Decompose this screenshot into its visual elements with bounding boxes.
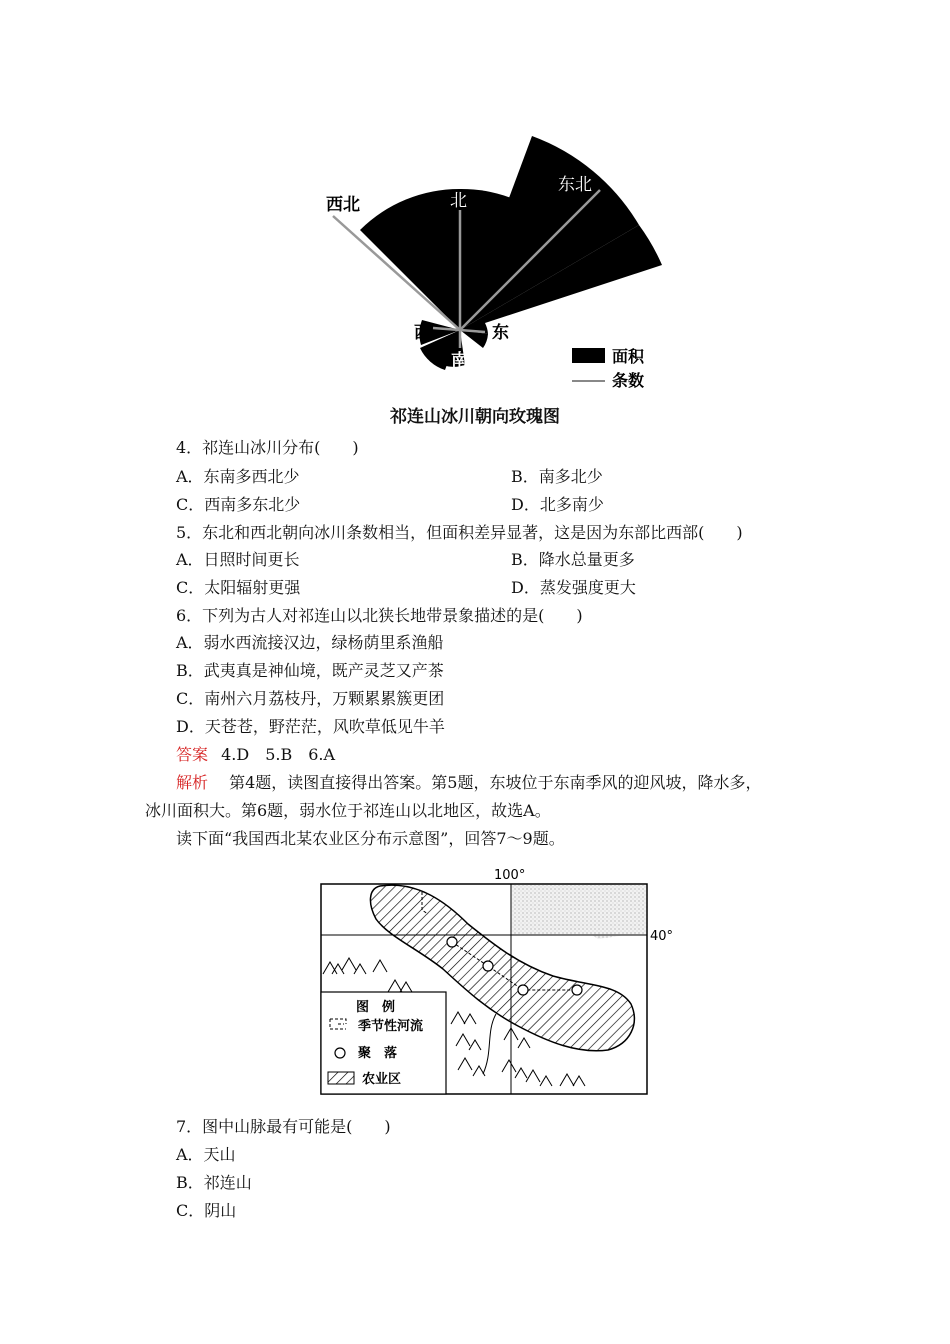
label-south: 南	[451, 351, 468, 371]
q6-option-d: D．天苍苍，野茫茫，风吹草低见牛羊	[176, 717, 445, 736]
q6-stem: 6．下列为古人对祁连山以北狭长地带景象描述的是( )	[176, 606, 583, 625]
legend-river-label: 季节性河流	[358, 1019, 424, 1034]
q6-option-a: A．弱水西流接汉边，绿杨荫里系渔船	[176, 633, 444, 652]
settlement-2	[483, 961, 493, 971]
q4-option-c: C．西南多东北少	[176, 495, 301, 514]
legend-area-label: 面积	[612, 347, 645, 366]
analysis-text-1: 第4题，读图直接得出答案。第5题，东坡位于东南季风的迎风坡，降水多，	[229, 773, 762, 792]
answer-line	[176, 745, 335, 765]
q7-option-c: C．阴山	[176, 1201, 237, 1220]
lon-label: 100°	[494, 868, 526, 883]
q5-option-d: D．蒸发强度更大	[511, 578, 636, 597]
agriculture-map	[318, 864, 678, 1096]
q5-option-a: A．日照时间更长	[176, 550, 300, 569]
q4-option-d: D．北多南少	[511, 495, 604, 514]
answer-text: 4.D 5.B 6.A	[221, 745, 336, 764]
label-northeast: 东北	[558, 175, 592, 195]
legend-area-swatch	[572, 348, 605, 363]
q5-stem: 5．东北和西北朝向冰川条数相当，但面积差异显著，这是因为东部比西部( )	[176, 523, 743, 542]
q7-stem: 7．图中山脉最有可能是( )	[176, 1117, 391, 1136]
lat-label: 40°	[650, 929, 674, 944]
label-northwest: 西北	[326, 195, 360, 215]
q6-option-c: C．南州六月荔枝丹，万颗累累簇更团	[176, 689, 445, 708]
answer-label: 答案	[176, 745, 209, 764]
analysis-line-1	[176, 773, 761, 793]
settlement-1	[447, 937, 457, 947]
q6-option-b: B．武夷真是神仙境，既产灵芝又产茶	[176, 661, 444, 680]
analysis-label: 解析	[176, 773, 209, 792]
legend-count-label: 条数	[612, 371, 645, 390]
q5-option-c: C．太阳辐射更强	[176, 578, 301, 597]
legend-title: 图 例	[356, 1000, 396, 1015]
settlement-3	[518, 985, 528, 995]
figure-caption: 祁连山冰川朝向玫瑰图	[390, 407, 560, 427]
q7-option-b: B．祁连山	[176, 1173, 252, 1192]
analysis-text-2: 冰川面积大。第6题，弱水位于祁连山以北地区，故选A。	[145, 801, 551, 820]
label-north: 北	[450, 191, 467, 211]
q5-option-b: B．降水总量更多	[511, 550, 635, 569]
legend-settlement-label: 聚 落	[358, 1046, 398, 1061]
q4-stem: 4．祁连山冰川分布( )	[176, 438, 359, 457]
label-west: 西	[414, 323, 431, 343]
q4-option-a: A．东南多西北少	[176, 467, 300, 486]
q7-option-a: A．天山	[176, 1145, 236, 1164]
glacier-rose-diagram	[300, 120, 680, 400]
settlement-4	[572, 985, 582, 995]
label-east: 东	[492, 323, 509, 343]
intro-7-9: 读下面“我国西北某农业区分布示意图”，回答7～9题。	[176, 829, 565, 848]
legend-agri-label: 农业区	[362, 1072, 402, 1087]
q4-option-b: B．南多北少	[511, 467, 603, 486]
